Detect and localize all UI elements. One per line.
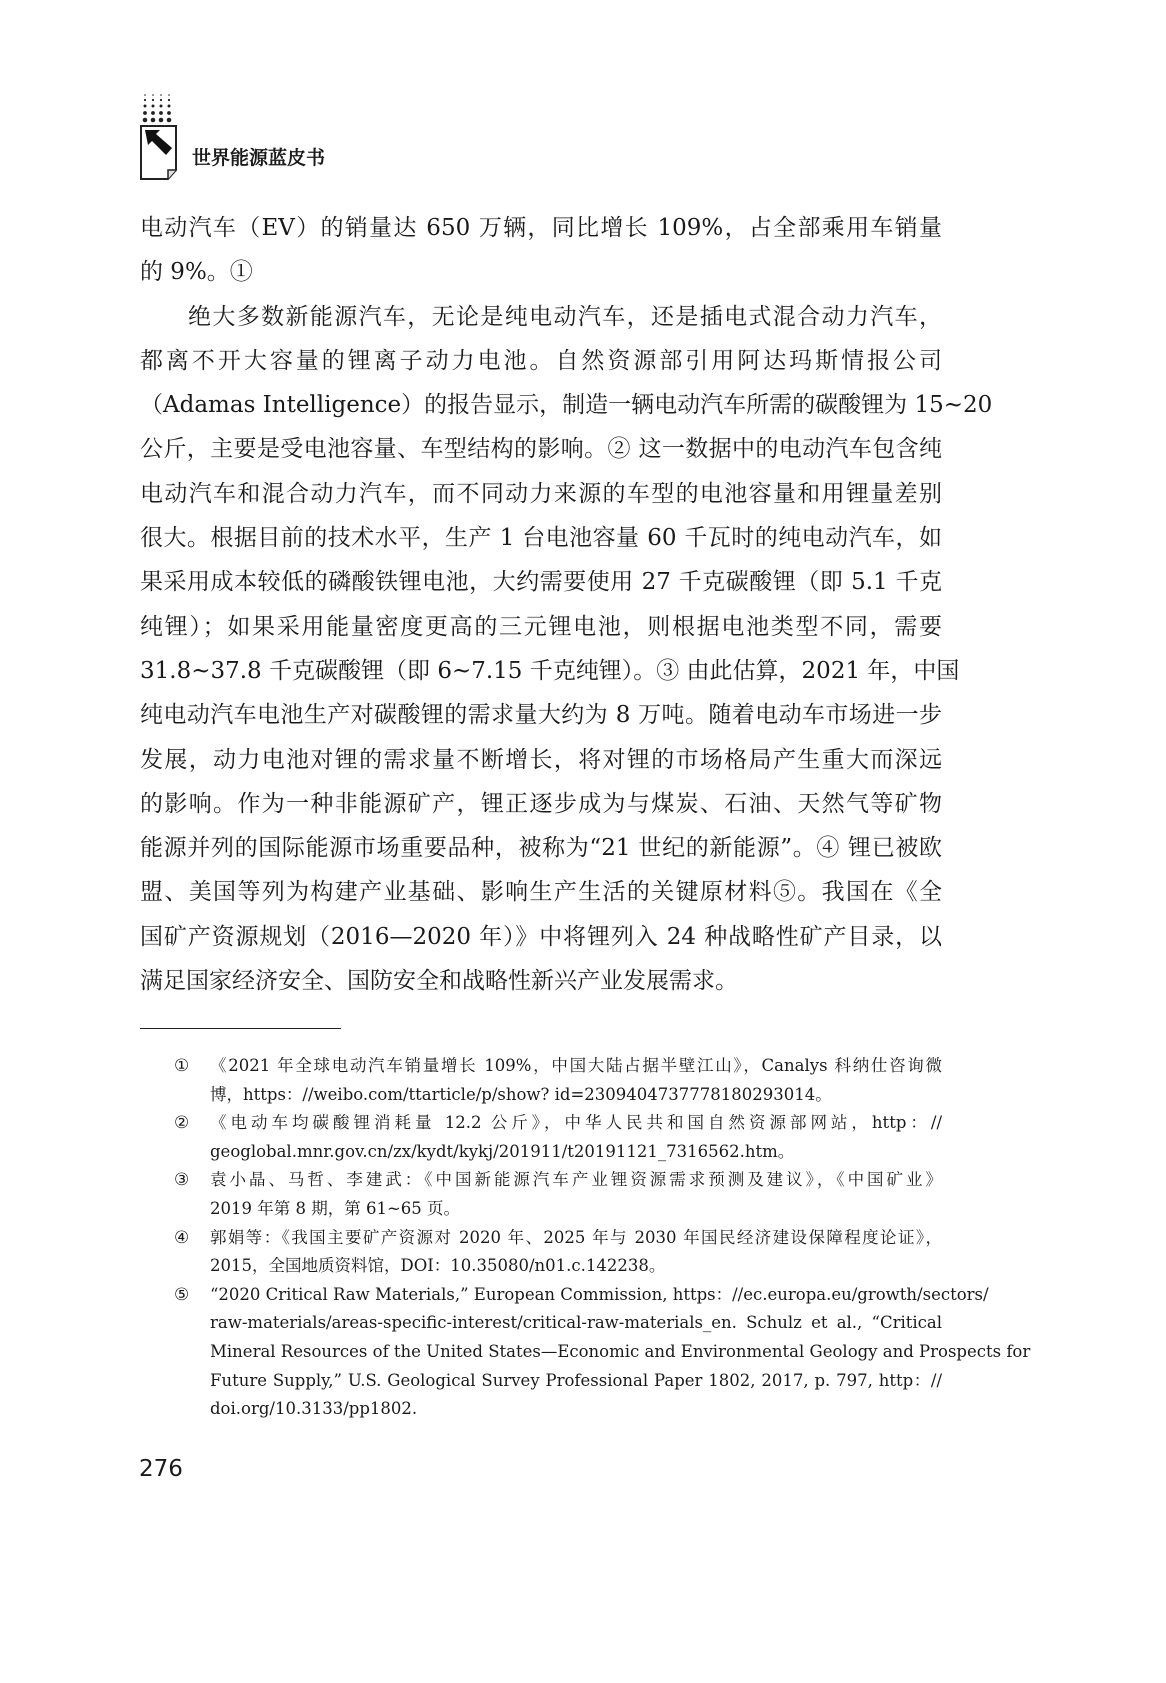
body-line: 的影响。作为一种非能源矿产，锂正逐步成为与煤炭、石油、天然气等矿物 (140, 790, 942, 817)
body-line: 的 9%。① (140, 259, 253, 286)
footnote-line: “2020 Critical Raw Materials,” European Commission, https：//ec.europa.eu/growth/sectors/ (210, 1284, 989, 1304)
body-line: 很大。根据目前的技术水平，生产 1 台电池容量 60 千瓦时的纯电动汽车，如 (140, 525, 942, 552)
body-line: 国矿产资源规划（2016—2020 年）》中将锂列入 24 种战略性矿产目录，以 (140, 923, 942, 950)
footnote-line: 郭娟等：《我国主要矿产资源对 2020 年、2025 年与 2030 年国民经济建设保障程度论证》， (210, 1227, 942, 1247)
body-text (140, 206, 993, 1003)
body-line: 满足国家经济安全、国防安全和战略性新兴产业发展需求。 (140, 968, 738, 995)
body-line: 都离不开大容量的锂离子动力电池。自然资源部引用阿达玛斯情报公司 (140, 347, 942, 374)
footnote-line: 2015，全国地质资料馆，DOI：10.35080/n01.c.142238。 (210, 1256, 666, 1276)
footnote-line: 2019 年第 8 期，第 61~65 页。 (210, 1198, 461, 1218)
body-line: 能源并列的国际能源市场重要品种，被称为“21 世纪的新能源”。④ 锂已被欧 (140, 835, 942, 862)
footnote-line: 袁小晶、马哲、李建武：《中国新能源汽车产业锂资源需求预测及建议》，《中国矿业》 (210, 1170, 942, 1190)
running-header-title: 世界能源蓝皮书 (192, 147, 326, 169)
footnote-line: Future Supply,” U.S. Geological Survey Professional Paper 1802, 2017, p. 797, http：// (210, 1370, 942, 1390)
footnote-marker: ⑤ (174, 1284, 190, 1305)
footnote-marker: ① (174, 1056, 190, 1076)
body-line: 电动汽车（EV）的销量达 650 万辆，同比增长 109%，占全部乘用车销量 (140, 215, 942, 241)
page-number: 276 (139, 1456, 183, 1482)
footnote-line: 《电动车均碳酸锂消耗量 12.2 公斤》，中华人民共和国自然资源部网站，http：// (210, 1113, 942, 1133)
footnote (174, 1224, 942, 1281)
body-line: 发展，动力电池对锂的需求量不断增长，将对锂的市场格局产生重大而深远 (140, 746, 942, 773)
footnote-marker: ③ (174, 1170, 190, 1191)
body-line: 31.8~37.8 千克碳酸锂（即 6~7.15 千克纯锂）。③ 由此估算，2021 年，中国 (140, 657, 960, 684)
body-line: 纯电动汽车电池生产对碳酸锂的需求量大约为 8 万吨。随着电动车市场进一步 (140, 702, 942, 729)
footnote-line: doi.org/10.3133/pp1802. (210, 1399, 418, 1419)
footnote-marker: ④ (174, 1227, 190, 1248)
footnote-divider (140, 1028, 341, 1029)
footnote (174, 1052, 942, 1109)
body-line: 盟、美国等列为构建产业基础、影响生产生活的关键原材料⑤。我国在《全 (140, 879, 942, 906)
footnote (174, 1166, 942, 1223)
book-corner-arrow-icon (140, 92, 180, 182)
footnote-line: Mineral Resources of the United States—Economic and Environmental Geology and Prospects for (210, 1341, 1031, 1361)
footnote-line: 《2021 年全球电动汽车销量增长 109%，中国大陆占据半壁江山》，Canalys 科纳仕咨询微 (210, 1056, 942, 1075)
body-line: 绝大多数新能源汽车，无论是纯电动汽车，还是插电式混合动力汽车， (188, 303, 942, 330)
footnote-line: geoglobal.mnr.gov.cn/zx/kydt/kykj/201911/t20191121_7316562.htm。 (210, 1141, 795, 1161)
footnote-line: 博，https：//weibo.com/ttarticle/p/show? id=2309404737778180293014。 (210, 1084, 832, 1104)
body-line: 电动汽车和混合动力汽车，而不同动力来源的车型的电池容量和用锂量差别 (140, 480, 942, 507)
footnote-marker: ② (174, 1113, 190, 1134)
body-line: （Adamas Intelligence）的报告显示，制造一辆电动汽车所需的碳酸锂为 15~20 (140, 392, 993, 419)
body-line: 果采用成本较低的磷酸铁锂电池，大约需要使用 27 千克碳酸锂（即 5.1 千克 (140, 569, 942, 596)
footnote (174, 1109, 942, 1166)
footnote (174, 1281, 1031, 1424)
body-line: 公斤，主要是受电池容量、车型结构的影响。② 这一数据中的电动汽车包含纯 (140, 436, 942, 463)
body-line: 纯锂）；如果采用能量密度更高的三元锂电池，则根据电池类型不同，需要 (140, 613, 942, 640)
footnote-line: raw-materials/areas-specific-interest/critical-raw-materials_en. Schulz et al., “Critical (210, 1313, 942, 1333)
footnotes (174, 1052, 1031, 1424)
